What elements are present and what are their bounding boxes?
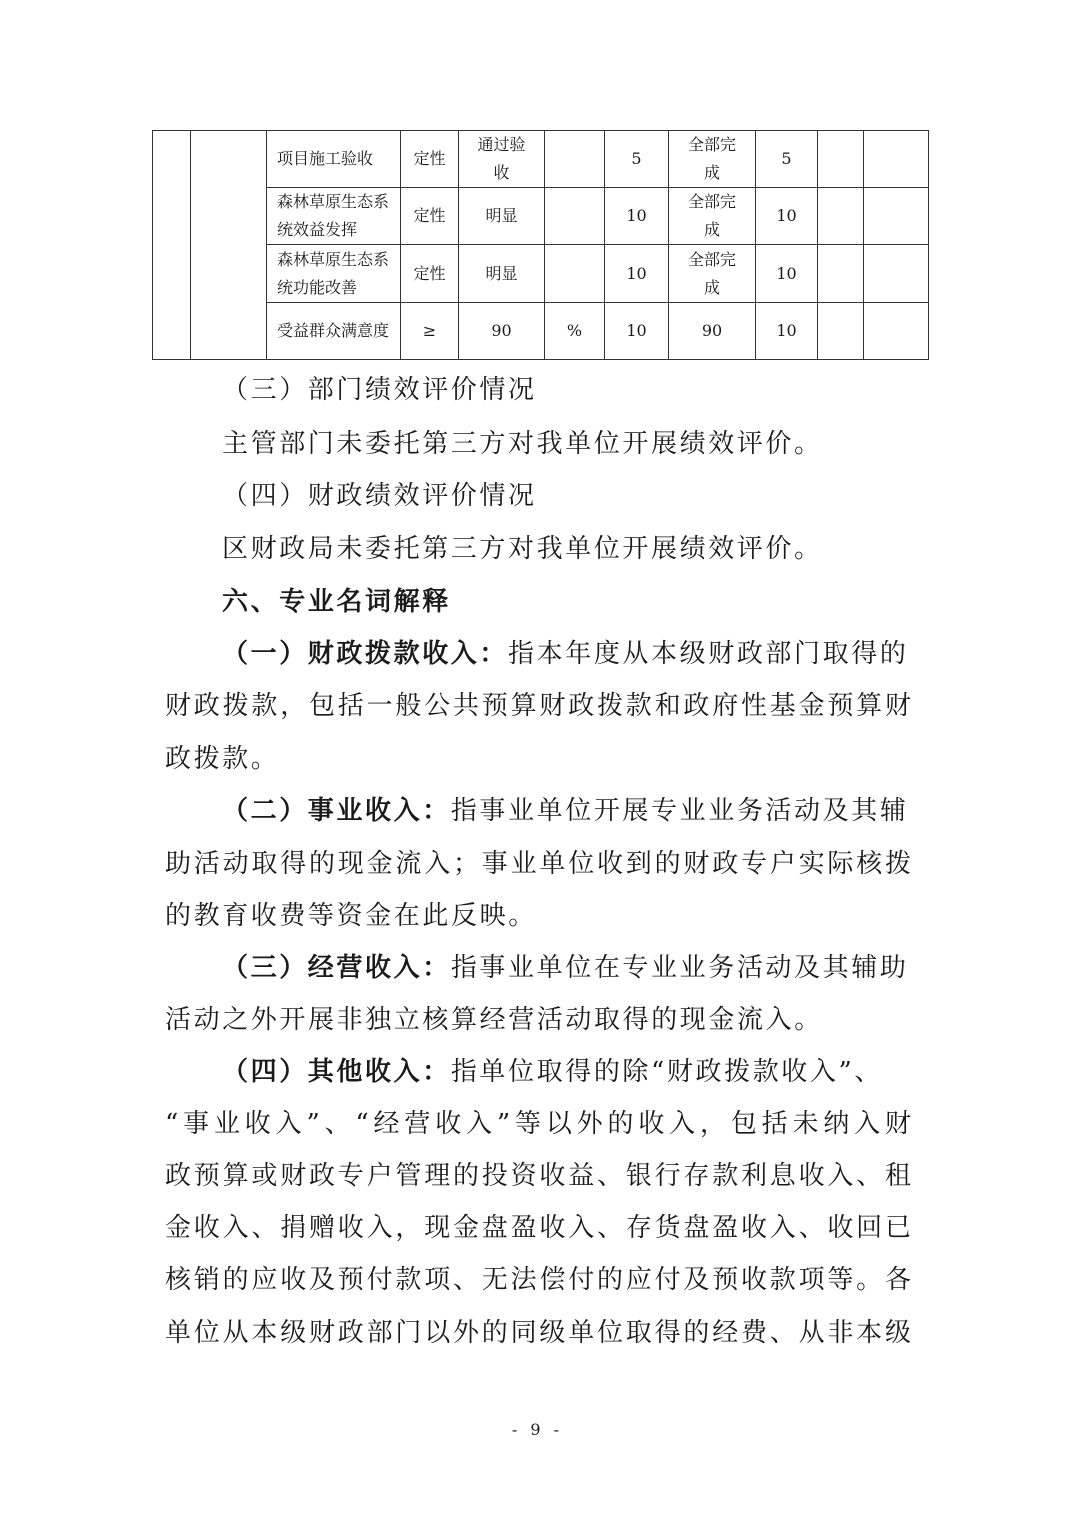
table-cell-blank [864,188,929,245]
indicator-actual: 全部完成 [669,188,756,245]
glossary-item-1 [222,632,912,676]
indicator-score: 10 [756,303,818,360]
glossary-item-4 [222,1050,912,1094]
indicator-type: 定性 [401,245,459,303]
fin-eval-text: 区财政局未委托第三方对我单位开展绩效评价。 [222,534,823,564]
glossary-heading: 六、专业名词解释 [222,587,451,617]
table-cell-blank [864,245,929,303]
indicator-target: 明显 [459,245,545,303]
glossary-text-line: “事业收入”、“经营收入”等以外的收入，包括未纳入财 [165,1109,911,1139]
glossary-item-3 [222,946,912,990]
indicator-actual: 90 [669,303,756,360]
glossary-text-line: 政预算或财政专户管理的投资收益、银行存款利息收入、租 [165,1161,911,1191]
indicator-name: 森林草原生态系统功能改善 [267,245,401,303]
glossary-text-line: 政拨款。 [165,744,280,774]
indicator-type: ≥ [401,303,459,360]
table-cell-blank [818,131,864,188]
glossary-term: （四）其他收入： [222,1057,451,1087]
table-row [153,188,929,245]
dept-eval-heading: （三）部门绩效评价情况 [222,375,537,405]
glossary-term: （三）经营收入： [222,953,451,983]
table-cell-blank [153,131,191,360]
page-number: - 9 - [511,1420,564,1439]
indicator-target: 通过验收 [459,131,545,188]
glossary-text-line: 核销的应收及预付款项、无法偿付的应付及预收款项等。各 [165,1265,911,1295]
table-cell-blank [864,303,929,360]
fin-eval-heading: （四）财政绩效评价情况 [222,481,537,511]
indicator-type: 定性 [401,131,459,188]
glossary-text: 指事业单位开展专业业务活动及其辅 [450,796,909,826]
glossary-text-line: 金收入、捐赠收入，现金盘盈收入、存货盘盈收入、收回已 [165,1213,911,1243]
table-row [153,303,929,360]
glossary-text: 指事业单位在专业业务活动及其辅助 [450,953,909,983]
indicator-type: 定性 [401,188,459,245]
table-row [153,245,929,303]
indicator-weight: 10 [605,245,669,303]
glossary-text-line: 的教育收费等资金在此反映。 [165,901,537,931]
glossary-text-line: 助活动取得的现金流入；事业单位收到的财政专户实际核拨 [165,849,911,879]
indicator-actual: 全部完成 [669,131,756,188]
indicator-weight: 10 [605,303,669,360]
indicator-unit [545,188,605,245]
indicator-name: 受益群众满意度 [267,303,401,360]
indicator-actual: 全部完成 [669,245,756,303]
table-cell-blank [818,245,864,303]
glossary-term: （一）财政拨款收入： [222,639,509,669]
glossary-text-line: 单位从本级财政部门以外的同级单位取得的经费、从非本级 [165,1318,911,1348]
glossary-item-2 [222,789,912,833]
indicator-score: 5 [756,131,818,188]
table-cell-blank [191,131,267,360]
glossary-text: 指单位取得的除“财政拨款收入”、 [450,1057,883,1087]
table-cell-blank [864,131,929,188]
indicator-unit [545,131,605,188]
glossary-text: 指本年度从本级财政部门取得的 [508,639,909,669]
indicator-score: 10 [756,188,818,245]
dept-eval-text: 主管部门未委托第三方对我单位开展绩效评价。 [222,429,823,459]
indicator-name: 森林草原生态系统效益发挥 [267,188,401,245]
indicator-weight: 5 [605,131,669,188]
indicator-unit [545,245,605,303]
glossary-text-line: 财政拨款，包括一般公共预算财政拨款和政府性基金预算财 [165,691,911,721]
indicator-unit: % [545,303,605,360]
glossary-text-line: 活动之外开展非独立核算经营活动取得的现金流入。 [165,1005,823,1035]
indicator-weight: 10 [605,188,669,245]
indicator-score: 10 [756,245,818,303]
table-cell-blank [818,188,864,245]
table-cell-blank [818,303,864,360]
indicator-target: 明显 [459,188,545,245]
performance-indicator-table [152,130,929,360]
indicator-target: 90 [459,303,545,360]
table-row [153,131,929,188]
glossary-term: （二）事业收入： [222,796,451,826]
indicator-name: 项目施工验收 [267,131,401,188]
